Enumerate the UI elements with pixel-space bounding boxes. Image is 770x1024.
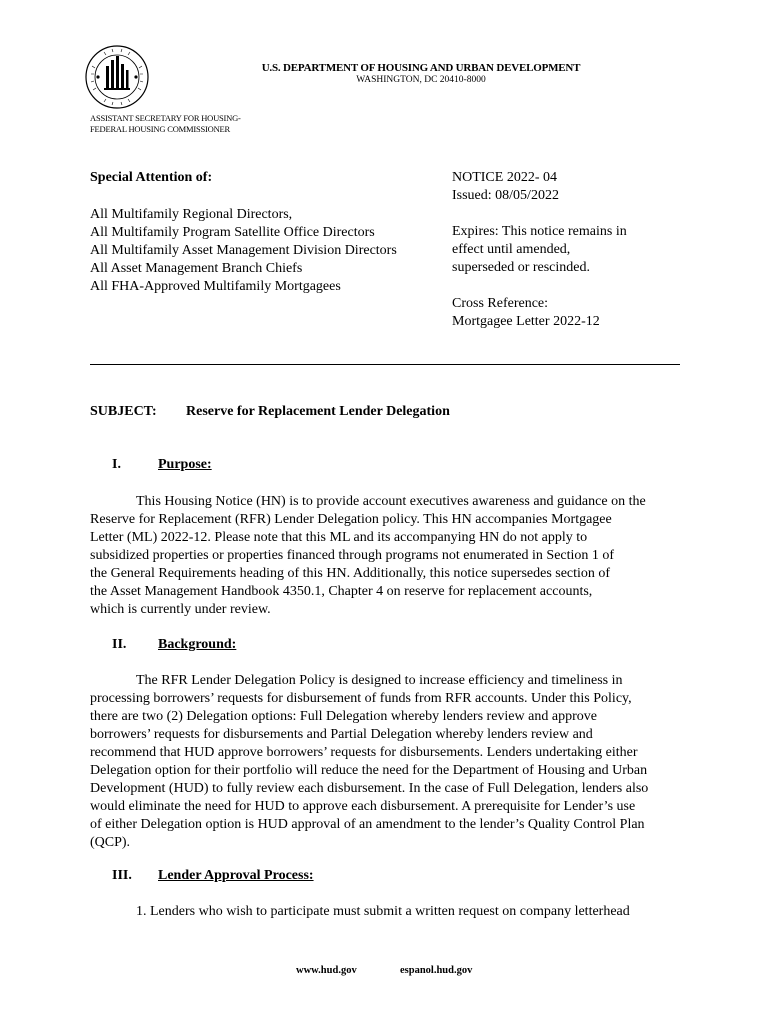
paragraph-line: there are two (2) Delegation options: Full Delegation whereby lenders review and approve	[90, 709, 597, 724]
department-name: U.S. DEPARTMENT OF HOUSING AND URBAN DEVELOPMENT	[261, 62, 581, 74]
paragraph-line: borrowers’ requests for disbursements and Partial Delegation whereby lenders review and	[90, 727, 593, 742]
recipient-list	[90, 206, 397, 296]
list-item: 1. Lenders who wish to participate must submit a written request on company letterhead	[136, 904, 630, 919]
notice-expires-line: effect until amended,	[452, 242, 571, 257]
paragraph-line: (QCP).	[90, 835, 131, 850]
paragraph-line: Letter (ML) 2022-12. Please note that this ML and its accompanying HN do not apply to	[90, 530, 588, 545]
paragraph-line: Development (HUD) to fully review each disbursement. In the case of Full Delegation, lenders also	[90, 781, 649, 796]
paragraph-line: Reserve for Replacement (RFR) Lender Delegation policy. This HN accompanies Mortgagee	[90, 512, 612, 527]
section-heading-background	[90, 637, 236, 653]
notice-issued: Issued: 08/05/2022	[452, 188, 559, 203]
section-title: Lender Approval Process:	[158, 868, 314, 883]
section-heading-purpose	[90, 457, 212, 473]
section-number: II.	[112, 637, 127, 652]
section-number: I.	[112, 457, 121, 472]
notice-block	[452, 169, 627, 331]
footer-link-hud[interactable]: www.hud.gov	[296, 965, 357, 976]
department-address: WASHINGTON, DC 20410-8000	[356, 75, 486, 85]
attention-title: Special Attention of:	[90, 170, 213, 185]
background-paragraph	[90, 672, 680, 852]
paragraph-line: would eliminate the need for HUD to approve each disbursement. A prerequisite for Lender’s use	[90, 799, 636, 814]
paragraph-line: This Housing Notice (HN) is to provide account executives awareness and guidance on the	[136, 494, 646, 509]
cross-reference-label: Cross Reference:	[452, 296, 549, 311]
subject-line	[90, 404, 450, 420]
recipient-item: All Multifamily Program Satellite Office Directors	[90, 225, 375, 240]
paragraph-line: The RFR Lender Delegation Policy is designed to increase efficiency and timeliness in	[136, 673, 623, 688]
subject-text: Reserve for Replacement Lender Delegation	[186, 404, 450, 419]
paragraph-line: the General Requirements heading of this HN. Additionally, this notice supersedes section of	[90, 566, 611, 581]
footer-link-espanol[interactable]: espanol.hud.gov	[400, 965, 473, 976]
paragraph-line: processing borrowers’ requests for disbursement of funds from RFR accounts. Under this Policy,	[90, 691, 632, 706]
paragraph-line: recommend that HUD approve borrowers’ requests for disbursements. Lenders undertaking either	[90, 745, 638, 760]
section-heading-lender-approval	[90, 868, 314, 884]
office-block	[90, 113, 241, 135]
section-title: Purpose:	[158, 457, 212, 472]
paragraph-line: Delegation option for their portfolio will reduce the need for the Department of Housing and Urban	[90, 763, 648, 778]
recipient-item: All FHA-Approved Multifamily Mortgagees	[90, 279, 341, 294]
subject-label: SUBJECT:	[90, 404, 157, 419]
paragraph-line: which is currently under review.	[90, 602, 271, 617]
notice-expires-line: Expires: This notice remains in	[452, 224, 627, 239]
notice-number: NOTICE 2022- 04	[452, 170, 557, 185]
office-line: FEDERAL HOUSING COMMISSIONER	[90, 124, 231, 134]
section-number: III.	[112, 868, 132, 883]
paragraph-line: the Asset Management Handbook 4350.1, Chapter 4 on reserve for replacement accounts,	[90, 584, 593, 599]
office-line: ASSISTANT SECRETARY FOR HOUSING-	[90, 113, 241, 123]
recipient-item: All Asset Management Branch Chiefs	[90, 261, 303, 276]
recipient-item: All Multifamily Asset Management Division Directors	[90, 243, 397, 258]
recipient-item: All Multifamily Regional Directors,	[90, 207, 293, 222]
purpose-paragraph	[90, 493, 680, 619]
notice-expires-line: superseded or rescinded.	[452, 260, 591, 275]
header-divider	[90, 364, 680, 365]
cross-reference-value: Mortgagee Letter 2022-12	[452, 314, 600, 329]
paragraph-line: subsidized properties or properties financed through programs not enumerated in Section 1 of	[90, 548, 615, 563]
paragraph-line: of either Delegation option is HUD approval of an amendment to the lender’s Quality Control Plan	[90, 817, 645, 832]
section-title: Background:	[158, 637, 237, 652]
